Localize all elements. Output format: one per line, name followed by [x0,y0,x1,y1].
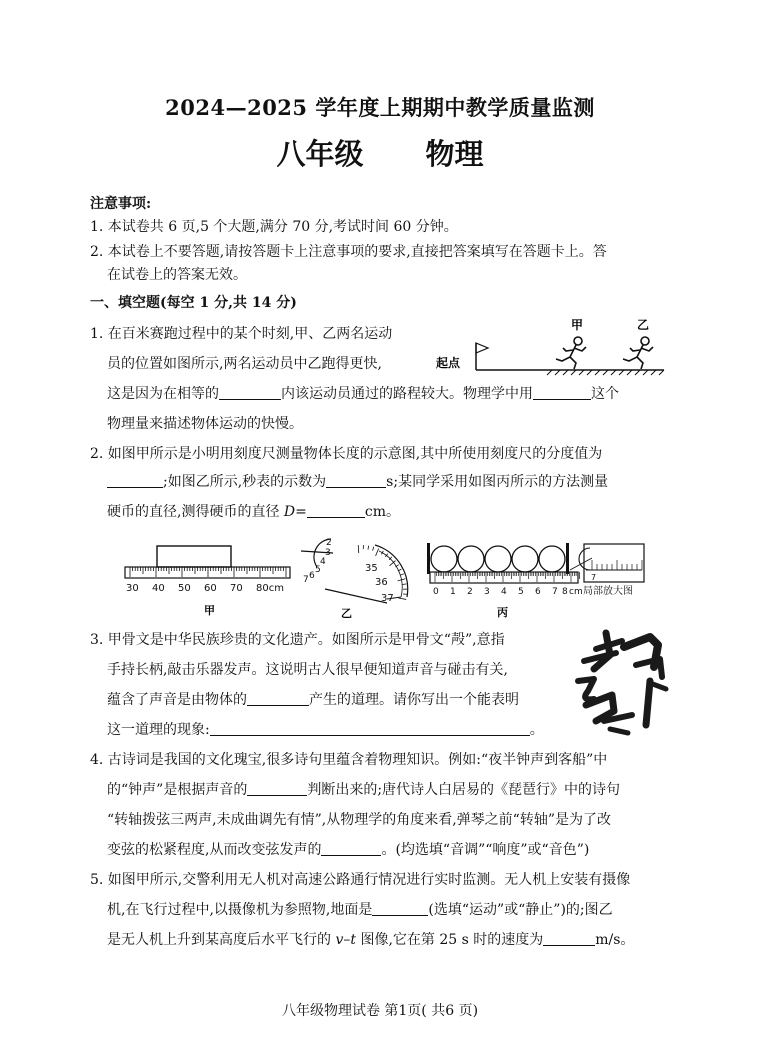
q3-line-2: 手持长柄,敲击乐器发声。这说明古人很早便知道声音与碰击有关, [107,662,508,678]
q5-line-3-d: m/s。 [595,932,635,948]
q4-line-2-b: 判断出来的;唐代诗人白居易的《琵琶行》中的诗句 [307,782,621,798]
q3-line-4-a: 这一道理的现象: [107,722,210,738]
q1-line-4: 物理量来描述物体运动的快慢。 [107,416,303,432]
figure-a-label: 甲 [204,604,215,617]
q1-line-1: 1. 在百米赛跑过程中的某个时刻,甲、乙两名运动 [90,326,393,342]
q4-line-2-a: 的“钟声”是根据声音的 [107,782,248,798]
q5-line-2-a: 机,在飞行过程中,以摄像机为参照物,地面是 [107,902,373,918]
q4-line-2 [107,776,620,804]
ruler-c-tick: 6 [535,587,541,597]
q4-line-3: “转轴拨弦三两声,未成曲调先有情”,从物理学的角度来看,弹琴之前“转轴”是为了改 [107,812,611,828]
ruler-figure-a [120,540,295,618]
ruler-c-tick: 4 [501,587,507,597]
tick-mark [402,584,406,585]
start-label: 起点 [436,356,461,370]
q2-line-3-b: cm。 [364,504,400,520]
q2-line-2-a: ;如图乙所示,秒表的示数为 [163,474,327,490]
notes-item-2-line-2: 在试卷上的答案无效。 [107,267,247,283]
q2-line-3 [107,498,400,526]
coin-ruler-figure [420,540,670,620]
q3-blank-1[interactable] [247,691,309,706]
q3-line-1: 3. 甲骨文是中华民族珍贵的文化遗产。如图所示是甲骨文“殸”,意指 [90,632,505,648]
q2-line-2 [107,468,608,496]
equals-sign: = [295,504,307,520]
notes-item-1: 1. 本试卷共 6 页,5 个大题,满分 70 分,考试时间 60 分钟。 [90,219,458,235]
tick-mark [398,598,406,599]
zoom-number: 7 [591,573,597,582]
ruler-a-tick: 70 [230,583,243,594]
runner-jia-label: 甲 [571,318,584,332]
q1-line-2: 员的位置如图所示,两名运动员中乙跑得更快, [107,356,382,372]
coins-row [431,546,565,572]
q4-line-4-a: 变弦的松紧程度,从而改变弦发声的 [107,842,322,858]
figure-c-label: 丙 [497,606,508,619]
coin-icon [512,546,538,572]
ruler-c-tick: 0 [433,587,439,597]
coin-icon [458,546,484,572]
coin-icon [539,546,565,572]
tick-mark [376,549,379,556]
q2-blank-3[interactable] [307,503,365,518]
stopwatch-large-hand [325,589,387,603]
q3-blank-2[interactable] [210,721,530,736]
q5-line-3-c: 图像,它在第 25 s 时的速度为 [356,932,544,948]
q5-line-2-b: (选填“运动”或“静止”)的;图乙 [428,902,613,918]
ruler-c-unit: cm [569,587,583,597]
q5-line-3 [107,926,634,954]
zoom-label: 局部放大图 [583,586,633,597]
oracle-bone-character-icon [566,625,674,740]
stopwatch-small-tick: 7 [303,575,309,585]
ruler-c-tick: 5 [518,587,524,597]
measured-block [157,546,231,567]
stopwatch-small-tick: 6 [309,571,315,581]
stopwatch-small-tick: 4 [320,557,326,567]
subject-label: 物理 [425,137,484,171]
q4-blank-2[interactable] [321,841,381,856]
ruler-c-tick: 3 [484,587,490,597]
q4-blank-1[interactable] [247,781,307,796]
q4-line-1: 4. 古诗词是我国的文化瑰宝,很多诗句里蕴含着物理知识。例如:“夜半钟声到客船”中 [90,752,608,768]
section-1-heading: 一、填空题(每空 1 分,共 14 分) [90,295,297,311]
q2-blank-2[interactable] [326,473,386,488]
q5-line-3-a: 是无人机上升到某高度后水平飞行的 [107,932,336,948]
stopwatch-large-tick: 36 [375,577,388,588]
ruler-c-tick: 8 [562,587,568,597]
stopwatch-figure [295,535,415,625]
ruler-a-tick: 50 [178,583,191,594]
q1-line-3 [107,380,619,408]
q2-line-1: 2. 如图甲所示是小明用刻度尺测量物体长度的示意图,其中所使用刻度尺的分度值为 [90,446,603,462]
q5-blank-2[interactable] [543,931,595,946]
coin-icon [431,546,457,572]
diameter-symbol: D [283,504,296,520]
runner-yi-label: 乙 [637,318,650,332]
tick-mark [368,546,369,550]
exam-title: 2024—2025 学年度上期期中教学质量监测 [165,95,595,120]
q1-blank-2[interactable] [533,385,591,400]
ruler-a-tick: 40 [152,583,165,594]
q3-line-4-b: 。 [529,722,544,738]
q3-line-3-a: 蕴含了声音是由物体的 [107,692,247,708]
q2-blank-1[interactable] [107,473,163,488]
ruler-a-tick: 60 [204,583,217,594]
ruler-c-tick: 2 [467,587,473,597]
q1-blank-1[interactable] [219,385,281,400]
q1-line-3-a: 这是因为在相等的 [107,386,219,402]
tick-mark [373,547,374,551]
q4-line-4 [107,836,589,864]
vt-symbol: v–t [335,932,356,948]
ruler-c-tick: 1 [450,587,456,597]
q5-line-2 [107,896,613,924]
runner-yi-icon [623,337,653,369]
grade-label: 八年级 [276,137,364,171]
runner-jia-icon [556,337,586,369]
stopwatch-small-tick: 5 [315,565,321,575]
ruler-c-tick: 7 [552,587,558,597]
q5-blank-1[interactable] [372,901,428,916]
race-figure [432,315,672,377]
notes-heading: 注意事项: [90,196,152,212]
q4-line-4-b: 。(均选填“音调”“响度”或“音色”) [381,842,590,858]
figure-b-label: 乙 [341,607,352,620]
q3-line-3 [107,686,519,714]
q3-line-4 [107,716,544,744]
q2-line-3-a: 硬币的直径,测得硬币的直径 [107,504,284,520]
q1-line-3-c: 这个 [591,386,619,402]
q3-line-3-b: 产生的道理。请你写出一个能表明 [309,692,519,708]
stopwatch-small-tick: 2 [326,538,332,548]
stopwatch-small-tick: 3 [325,548,331,558]
q2-line-2-b: s;某同学采用如图丙所示的方法测量 [386,474,609,490]
exam-subtitle [0,132,760,173]
ruler-a-tick: 30 [126,583,139,594]
page-footer: 八年级物理试卷 第1页( 共6 页) [281,1003,479,1019]
stopwatch-large-tick: 37 [381,593,394,604]
ruler-a-tick: 80cm [256,583,284,594]
stopwatch-large-tick: 35 [365,563,378,574]
notes-item-2-line-1: 2. 本试卷上不要答题,请按答题卡上注意事项的要求,直接把答案填写在答题卡上。答 [90,244,607,260]
coin-icon [485,546,511,572]
q5-line-1: 5. 如图甲所示,交警利用无人机对高速公路通行情况进行实时监测。无人机上安装有摄像 [90,872,631,888]
flag-icon [476,343,488,353]
q1-line-3-b: 内该运动员通过的路程较大。物理学中用 [281,386,533,402]
